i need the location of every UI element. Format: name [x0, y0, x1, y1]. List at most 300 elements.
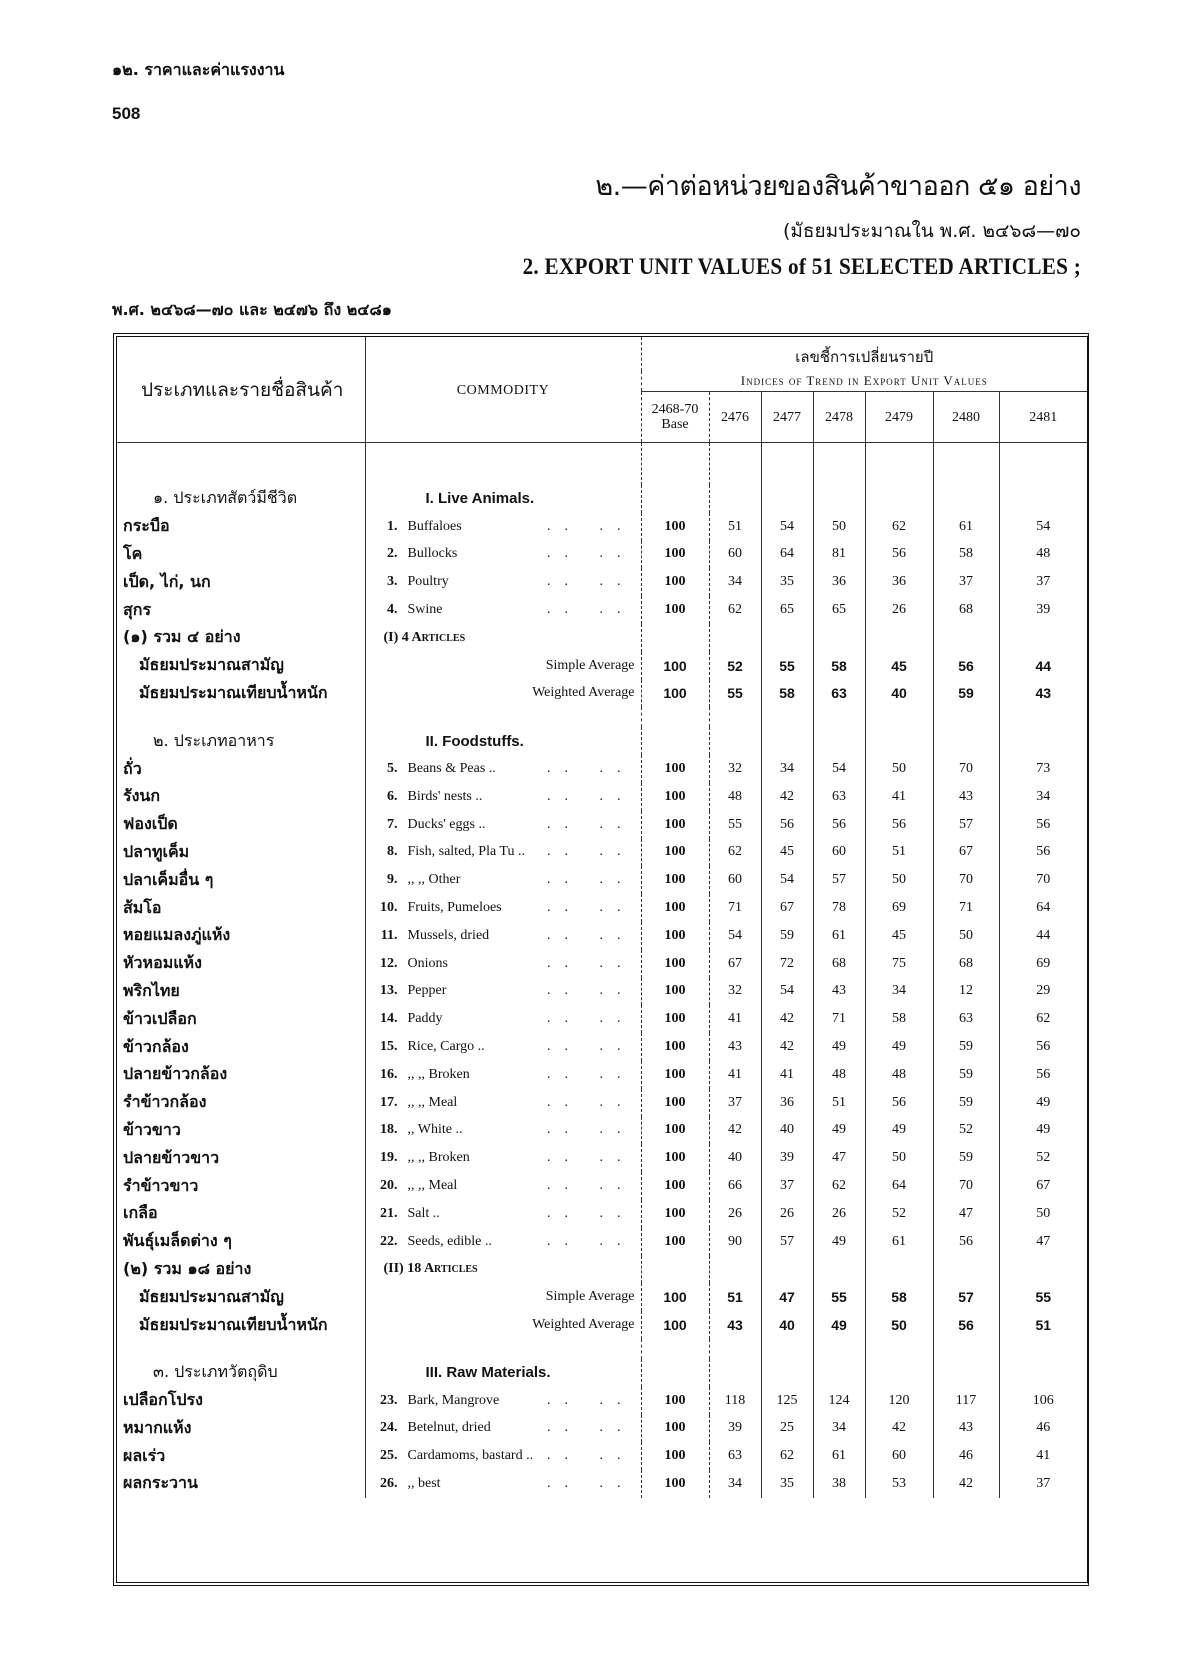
table-row [117, 922, 1087, 950]
cell-value: 59 [933, 680, 999, 708]
table-row [117, 1033, 1087, 1061]
cell-value [865, 727, 933, 755]
table-row [117, 755, 1087, 783]
leader-dots: .. .. [547, 1205, 635, 1221]
commodity-english [365, 568, 641, 596]
commodity-english [365, 1089, 641, 1117]
commodity-english [365, 1144, 641, 1172]
cell-value [709, 1256, 761, 1284]
table-row [117, 541, 1087, 569]
commodity-english [365, 755, 641, 783]
cell-value: 55 [813, 1283, 865, 1311]
table-header [117, 337, 1087, 443]
cell-base [641, 707, 709, 727]
item-name: Swine [407, 602, 443, 618]
table-row [117, 811, 1087, 839]
header-year-2478: 2478 [813, 392, 865, 443]
cell-value: 48 [813, 1061, 865, 1089]
cell-value [813, 485, 865, 513]
item-name: Beans & Peas .. [407, 761, 496, 777]
leader-dots: .. .. [547, 546, 635, 562]
table-row [117, 783, 1087, 811]
cell-base: 100 [641, 652, 709, 680]
cell-value: 68 [933, 596, 999, 624]
cell-value: 52 [933, 1117, 999, 1145]
commodity-thai: ปลาทูเค็ม [117, 839, 365, 867]
item-number: 23. [380, 1392, 398, 1408]
cell-value: 62 [813, 1172, 865, 1200]
page-number: 508 [112, 104, 141, 123]
cell-base: 100 [641, 1311, 709, 1339]
leader-dots: .. .. [547, 788, 635, 804]
cell-value: 51 [813, 1089, 865, 1117]
cell-value: 60 [865, 1442, 933, 1470]
cell-value: 65 [813, 596, 865, 624]
cell-value: 59 [933, 1033, 999, 1061]
item-number: 21. [380, 1205, 398, 1221]
table-row [117, 1387, 1087, 1415]
cell-base: 100 [641, 1117, 709, 1145]
cell-value [813, 727, 865, 755]
cell-value: 40 [761, 1117, 813, 1145]
cell-value [999, 707, 1087, 727]
item-name: ,, best [407, 1475, 441, 1491]
section-heading-row [117, 1359, 1087, 1387]
commodity-thai: พริกไทย [117, 978, 365, 1006]
cell-value: 75 [865, 950, 933, 978]
commodity-thai: ข้าวกล้อง [117, 1033, 365, 1061]
cell-value: 35 [761, 568, 813, 596]
cell-value: 29 [1036, 983, 1051, 999]
cell-base: 100 [641, 950, 709, 978]
cell-value: 34 [813, 1415, 865, 1443]
weighted-average-thai: มัธยมประมาณเทียบน้ำหนัก [117, 680, 365, 708]
cell-value: 59 [933, 1061, 999, 1089]
section-heading-row [117, 485, 1087, 513]
cell-value: 35 [761, 1470, 813, 1498]
leader-dots: .. .. [547, 574, 635, 590]
cell-value: 46 [1036, 1420, 1051, 1436]
cell-value: 65 [761, 596, 813, 624]
cell-value: 58 [865, 1005, 933, 1033]
cell-base: 100 [641, 811, 709, 839]
spacer-cell [365, 707, 641, 727]
leader-dots: .. .. [547, 872, 635, 888]
cell-value: 37 [1036, 1475, 1051, 1491]
item-number: 15. [380, 1039, 398, 1055]
group-label-thai: (๑) รวม ๔ อย่าง [117, 624, 365, 652]
leader-dots: .. .. [547, 1178, 635, 1194]
cell-value [865, 1339, 933, 1359]
cell-value: 72 [761, 950, 813, 978]
cell-value: 40 [709, 1144, 761, 1172]
cell-value [933, 727, 999, 755]
cell-base: 100 [641, 1061, 709, 1089]
cell-value: 55 [1035, 1289, 1052, 1306]
section-heading-thai: ๑. ประเภทสัตว์มีชีวิต [117, 485, 365, 513]
item-name: Bark, Mangrove [407, 1392, 500, 1408]
table-row [117, 568, 1087, 596]
table-row [117, 839, 1087, 867]
commodity-thai: รำข้าวกล้อง [117, 1089, 365, 1117]
item-name: Mussels, dried [407, 927, 490, 943]
item-name: Ducks' eggs .. [407, 816, 486, 832]
leader-dots: .. .. [547, 1448, 635, 1464]
cell-value [933, 1339, 999, 1359]
cell-value: 25 [761, 1415, 813, 1443]
section-heading-english: II. Foodstuffs. [365, 727, 641, 755]
item-name: Onions [407, 955, 448, 971]
cell-value: 41 [1036, 1448, 1051, 1464]
cell-value [999, 485, 1087, 513]
cell-value [933, 443, 999, 486]
cell-value [999, 727, 1087, 755]
leader-dots: .. .. [547, 518, 635, 534]
item-name: Seeds, edible .. [407, 1233, 492, 1249]
cell-value: 39 [761, 1144, 813, 1172]
cell-value: 63 [813, 783, 865, 811]
cell-value: 36 [761, 1089, 813, 1117]
cell-value: 69 [1036, 955, 1051, 971]
cell-value: 68 [813, 950, 865, 978]
cell-value: 51 [865, 839, 933, 867]
commodity-thai: ปลาเค็มอื่น ๆ [117, 866, 365, 894]
item-name: ,, White .. [407, 1122, 463, 1138]
cell-value: 41 [865, 783, 933, 811]
commodity-english [365, 783, 641, 811]
table-row [117, 950, 1087, 978]
cell-value [933, 485, 999, 513]
cell-value: 117 [933, 1387, 999, 1415]
commodity-english [365, 596, 641, 624]
table-row [117, 1005, 1087, 1033]
group-total-row [117, 624, 1087, 652]
commodity-thai: ปลายข้าวขาว [117, 1144, 365, 1172]
spacer-cell [365, 1339, 641, 1359]
cell-value: 73 [1036, 761, 1051, 777]
cell-value [865, 1256, 933, 1284]
cell-value: 47 [813, 1144, 865, 1172]
commodity-english [365, 1442, 641, 1470]
commodity-english [365, 811, 641, 839]
commodity-thai: ถั่ว [117, 755, 365, 783]
cell-value: 43 [709, 1033, 761, 1061]
cell-value: 26 [865, 596, 933, 624]
simple-average-thai: มัธยมประมาณสามัญ [117, 1283, 365, 1311]
simple-average-thai: มัธยมประมาณสามัญ [117, 652, 365, 680]
item-name: Birds' nests .. [407, 788, 483, 804]
cell-value: 47 [1036, 1233, 1051, 1249]
cell-base: 100 [641, 1005, 709, 1033]
commodity-english [365, 1061, 641, 1089]
item-number: 10. [380, 900, 398, 916]
cell-value: 49 [1036, 1122, 1051, 1138]
cell-base: 100 [641, 1283, 709, 1311]
cell-value [761, 624, 813, 652]
cell-value: 51 [709, 513, 761, 541]
item-name: Fruits, Pumeloes [407, 900, 502, 916]
header-thai-label: ประเภทและรายชื่อสินค้า [141, 378, 344, 401]
cell-value: 120 [865, 1387, 933, 1415]
cell-value: 52 [865, 1200, 933, 1228]
item-name: Salt .. [407, 1205, 440, 1221]
commodity-english [365, 950, 641, 978]
cell-value [709, 707, 761, 727]
cell-value [761, 1256, 813, 1284]
cell-value [933, 1359, 999, 1387]
cell-value: 54 [709, 922, 761, 950]
item-number: 22. [380, 1233, 398, 1249]
cell-value [709, 443, 761, 486]
commodity-english [365, 894, 641, 922]
cell-value: 51 [709, 1283, 761, 1311]
header-commodity [365, 337, 641, 443]
item-number: 12. [380, 955, 398, 971]
item-number: 18. [380, 1122, 398, 1138]
cell-value: 56 [865, 811, 933, 839]
item-name: Buffaloes [407, 518, 462, 534]
cell-value: 41 [709, 1005, 761, 1033]
item-name: Fish, salted, Pla Tu .. [407, 844, 525, 860]
item-number: 7. [387, 816, 398, 832]
cell-value: 56 [1036, 816, 1051, 832]
cell-base [641, 1256, 709, 1284]
weighted-average-english: Weighted Average [365, 1311, 641, 1339]
leader-dots: .. .. [547, 816, 635, 832]
cell-value: 48 [865, 1061, 933, 1089]
table-title-english: 2. EXPORT UNIT VALUES of 51 SELECTED ARTICLES ; [522, 254, 1081, 279]
section-heading-row [117, 727, 1087, 755]
cell-value: 54 [761, 866, 813, 894]
spacer-cell [365, 443, 641, 486]
cell-value: 58 [761, 680, 813, 708]
cell-value [761, 707, 813, 727]
cell-value: 55 [761, 652, 813, 680]
cell-value: 38 [813, 1470, 865, 1498]
commodity-english [365, 922, 641, 950]
commodity-english [365, 1387, 641, 1415]
weighted-average-thai: มัธยมประมาณเทียบน้ำหนัก [117, 1311, 365, 1339]
weighted-average-row [117, 1311, 1087, 1339]
table-row [117, 894, 1087, 922]
cell-value: 52 [1036, 1150, 1051, 1166]
simple-average-row [117, 1283, 1087, 1311]
cell-value: 60 [709, 866, 761, 894]
item-number: 16. [380, 1066, 398, 1082]
leader-dots: .. .. [547, 1150, 635, 1166]
cell-value: 52 [709, 652, 761, 680]
cell-value: 41 [761, 1061, 813, 1089]
item-name: Betelnut, dried [407, 1420, 491, 1436]
cell-value [999, 1339, 1087, 1359]
cell-value: 26 [761, 1200, 813, 1228]
commodity-english [365, 1228, 641, 1256]
cell-value [709, 727, 761, 755]
cell-value: 51 [1035, 1317, 1052, 1333]
cell-value: 56 [933, 1228, 999, 1256]
cell-base: 100 [641, 568, 709, 596]
leader-dots: .. .. [547, 1392, 635, 1408]
cell-value [761, 1359, 813, 1387]
cell-value: 62 [1036, 1011, 1051, 1027]
commodity-thai: รังนก [117, 783, 365, 811]
cell-value: 55 [709, 811, 761, 839]
cell-value: 37 [1036, 574, 1051, 590]
cell-value: 58 [865, 1283, 933, 1311]
item-number: 5. [387, 761, 398, 777]
header-indices-thai: เลขชี้การเปลี่ยนรายปี [795, 348, 934, 366]
cell-value: 60 [813, 839, 865, 867]
cell-value: 50 [933, 922, 999, 950]
item-number: 17. [380, 1094, 398, 1110]
item-name: Poultry [407, 574, 449, 590]
cell-base: 100 [641, 513, 709, 541]
leader-dots: .. .. [547, 983, 635, 999]
cell-value: 61 [813, 922, 865, 950]
commodity-english [365, 1172, 641, 1200]
cell-value: 43 [1035, 685, 1052, 702]
cell-value: 54 [761, 978, 813, 1006]
cell-value: 59 [933, 1089, 999, 1117]
cell-value: 78 [813, 894, 865, 922]
commodity-english [365, 1117, 641, 1145]
cell-value: 50 [813, 513, 865, 541]
cell-value [999, 1256, 1087, 1284]
cell-value: 37 [761, 1172, 813, 1200]
leader-dots: .. .. [547, 602, 635, 618]
cell-value: 26 [709, 1200, 761, 1228]
cell-value: 40 [865, 680, 933, 708]
cell-value: 61 [933, 513, 999, 541]
table-row [117, 1228, 1087, 1256]
section-heading-english: I. Live Animals. [365, 485, 641, 513]
cell-value: 43 [933, 1415, 999, 1443]
cell-value: 55 [709, 680, 761, 708]
leader-dots: .. .. [547, 1094, 635, 1110]
commodity-thai: หอยแมลงภู่แห้ง [117, 922, 365, 950]
commodity-thai: ส้มโอ [117, 894, 365, 922]
item-name: ,, ,, Broken [407, 1066, 470, 1082]
leader-dots: .. .. [547, 955, 635, 971]
cell-value [813, 1359, 865, 1387]
item-number: 9. [387, 872, 398, 888]
spacer-cell [117, 443, 365, 486]
cell-value: 54 [761, 513, 813, 541]
cell-value: 44 [1036, 927, 1051, 943]
commodity-thai: ผลกระวาน [117, 1470, 365, 1498]
item-name: Paddy [407, 1011, 443, 1027]
cell-value: 58 [933, 541, 999, 569]
cell-base: 100 [641, 1144, 709, 1172]
cell-base: 100 [641, 1228, 709, 1256]
cell-base: 100 [641, 839, 709, 867]
cell-value: 61 [813, 1442, 865, 1470]
cell-base [641, 1339, 709, 1359]
cell-value: 90 [709, 1228, 761, 1256]
cell-value: 34 [865, 978, 933, 1006]
cell-value [813, 624, 865, 652]
cell-value [813, 1339, 865, 1359]
commodity-thai: เปลือกโปรง [117, 1387, 365, 1415]
cell-value: 34 [709, 568, 761, 596]
leader-dots: .. .. [547, 1066, 635, 1082]
cell-base [641, 1359, 709, 1387]
commodity-english [365, 866, 641, 894]
cell-value: 56 [865, 541, 933, 569]
leader-dots: .. .. [547, 1122, 635, 1138]
simple-average-english: Simple Average [365, 652, 641, 680]
cell-value: 49 [813, 1033, 865, 1061]
leader-dots: .. .. [547, 761, 635, 777]
cell-value: 57 [933, 811, 999, 839]
cell-value: 34 [709, 1470, 761, 1498]
simple-average-row [117, 652, 1087, 680]
spacer-row [117, 443, 1087, 486]
cell-base [641, 727, 709, 755]
item-name: ,, ,, Meal [407, 1178, 458, 1194]
cell-value [709, 1339, 761, 1359]
cell-value [813, 1256, 865, 1284]
header-year-2479: 2479 [865, 392, 933, 443]
cell-value: 43 [709, 1311, 761, 1339]
commodity-thai: รำข้าวขาว [117, 1172, 365, 1200]
leader-dots: .. .. [547, 927, 635, 943]
commodity-thai: กระบือ [117, 513, 365, 541]
cell-value: 60 [709, 541, 761, 569]
cell-value: 46 [933, 1442, 999, 1470]
table-title-thai: ๒.—ค่าต่อหน่วยของสินค้าขาออก ๕๑ อย่าง [595, 171, 1081, 202]
cell-value: 32 [709, 978, 761, 1006]
cell-value: 106 [1032, 1392, 1054, 1408]
spacer-cell [117, 707, 365, 727]
cell-value: 118 [709, 1387, 761, 1415]
cell-value: 70 [933, 1172, 999, 1200]
cell-value: 63 [709, 1442, 761, 1470]
cell-value: 58 [813, 652, 865, 680]
cell-value: 71 [933, 894, 999, 922]
cell-base: 100 [641, 680, 709, 708]
commodity-thai: พันธุ์เมล็ดต่าง ๆ [117, 1228, 365, 1256]
cell-value [999, 1359, 1087, 1387]
item-name: Pepper [407, 983, 447, 999]
commodity-english [365, 513, 641, 541]
cell-value [933, 707, 999, 727]
cell-value: 44 [1035, 657, 1052, 674]
cell-value: 45 [761, 839, 813, 867]
year-range-thai: พ.ศ. ๒๔๖๘—๗๐ และ ๒๔๗๖ ถึง ๒๔๘๑ [112, 300, 392, 319]
commodity-english [365, 978, 641, 1006]
cell-value: 42 [865, 1415, 933, 1443]
item-name: Bullocks [407, 546, 458, 562]
cell-value: 56 [761, 811, 813, 839]
item-number: 26. [380, 1475, 398, 1491]
cell-value: 36 [813, 568, 865, 596]
table-subtitle-thai: (มัธยมประมาณใน พ.ศ. ๒๔๖๘—๗๐ [783, 220, 1081, 242]
item-name: ,, ,, Meal [407, 1094, 458, 1110]
commodity-thai: ปลายข้าวกล้อง [117, 1061, 365, 1089]
item-name: ,, ,, Broken [407, 1150, 470, 1166]
cell-base: 100 [641, 978, 709, 1006]
commodity-english [365, 1033, 641, 1061]
header-commodity-label: COMMODITY [456, 382, 550, 398]
table-row [117, 1470, 1087, 1498]
cell-value: 49 [865, 1117, 933, 1145]
running-head: ๑๒. ราคาและค่าแรงงาน [112, 60, 285, 79]
cell-value [761, 485, 813, 513]
cell-value [865, 443, 933, 486]
cell-value: 49 [865, 1033, 933, 1061]
cell-value: 124 [813, 1387, 865, 1415]
